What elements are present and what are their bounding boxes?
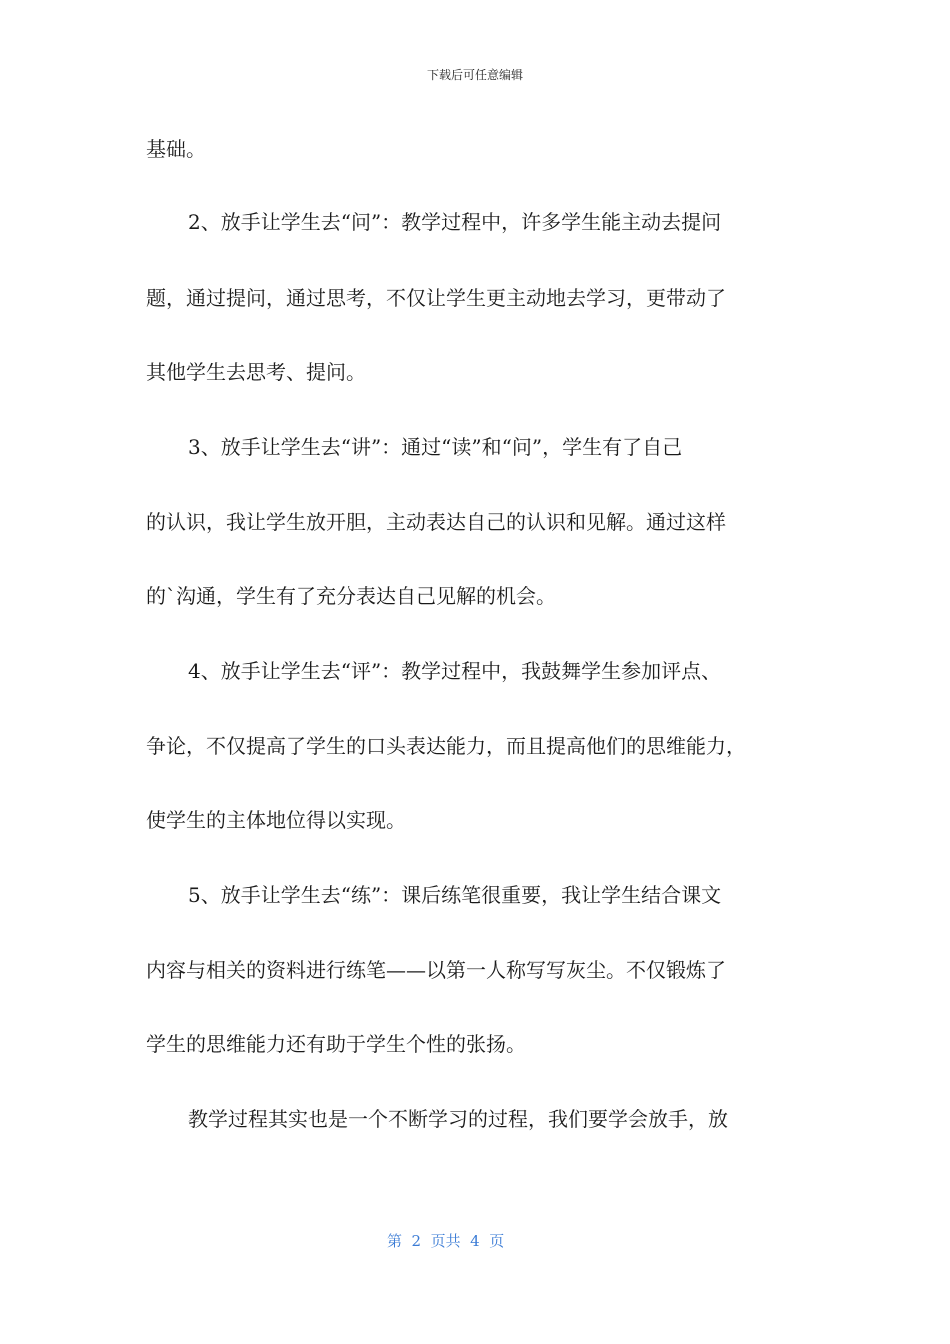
text-line: 4、放手让学生去“评”：教学过程中，我鼓舞学生参加评点、 [188,659,722,683]
text-line: 的`沟通，学生有了充分表达自己见解的机会。 [146,584,556,608]
text-line: 使学生的主体地位得以实现。 [146,808,406,832]
text-line: 内容与相关的资料进行练笔——以第一人称写写灰尘。不仅锻炼了 [146,958,726,982]
text-line: 其他学生去思考、提问。 [146,360,366,384]
text-line: 题，通过提问，通过思考，不仅让学生更主动地去学习，更带动了 [146,286,726,310]
text-line: 基础。 [146,137,206,161]
page-header: 下载后可任意编辑 [426,68,523,82]
text-line: 学生的思维能力还有助于学生个性的张扬。 [146,1032,526,1056]
text-line: 教学过程其实也是一个不断学习的过程，我们要学会放手，放 [188,1107,728,1131]
text-line: 3、放手让学生去“讲”：通过“读”和“问”，学生有了自己 [188,435,683,459]
text-line: 5、放手让学生去“练”：课后练笔很重要，我让学生结合课文 [188,883,722,907]
text-line: 的认识，我让学生放开胆，主动表达自己的认识和见解。通过这样 [146,510,726,534]
page-number-footer: 第 2 页共 4 页 [387,1232,505,1250]
text-line: 争论，不仅提高了学生的口头表达能力，而且提高他们的思维能力， [146,734,746,758]
text-line: 2、放手让学生去“问”：教学过程中，许多学生能主动去提问 [188,210,722,234]
